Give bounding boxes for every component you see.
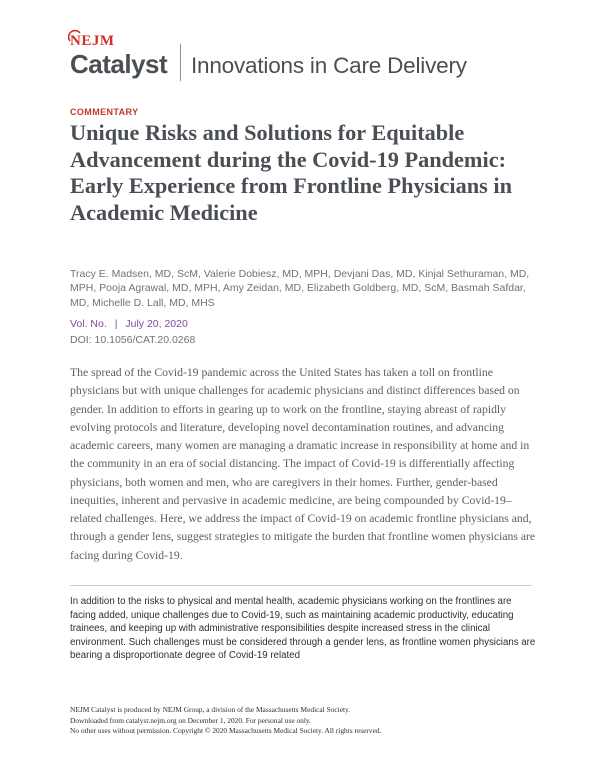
page-footer [70, 705, 540, 737]
abstract-text: The spread of the Covid-19 pandemic across the United States has taken a toll on frontline physicians but with unique challenges for academic physicians and distinct differences based on gender. In addition to efforts in gearing up to work on the frontline, staying abreast of rapidly evolving protocols and literature, developing novel decontamination routines, and advancing academic careers, many women are managing a dramatic increase in responsibility at home and in the community in an era of social distancing. The impact of Covid-19 is differentially affecting physicians, both women and men, who are caregivers in their homes. Further, gender-based inequities, inherent and pervasive in academic medicine, are being compounded by Covid-19–related challenges. Here, we address the impact of Covid-19 on academic frontline physicians and, through a gender lens, suggest strategies to mitigate the burden that frontline women physicians are facing during Covid-19. [70, 366, 536, 562]
journal-tagline: Innovations in Care Delivery [191, 53, 467, 78]
logo-catalyst-text: Catalyst [70, 49, 168, 79]
article-type-label: COMMENTARY [70, 107, 139, 117]
meta-separator: | [114, 318, 118, 330]
publication-meta [70, 318, 188, 330]
logo-nejm-text: NEJM [70, 33, 115, 49]
section-divider [70, 585, 532, 586]
nejm-catalyst-logo[interactable] [70, 33, 180, 81]
footer-line: No other uses without permission. Copyright © 2020 Massachusetts Medical Society. All rights reserved. [70, 726, 382, 735]
volume-label: Vol. No. [70, 318, 107, 330]
footer-line: NEJM Catalyst is produced by NEJM Group, a division of the Massachusetts Medical Society. [70, 705, 351, 714]
footer-line: Downloaded from catalyst.nejm.org on December 1, 2020. For personal use only. [70, 715, 311, 725]
publication-date: July 20, 2020 [125, 318, 188, 330]
logo-divider [180, 44, 181, 81]
author-list: Tracy E. Madsen, MD, ScM, Valerie Dobiesz, MD, MPH, Devjani Das, MD, Kinjal Sethuraman, MD, MPH, Pooja Agrawal, MD, MPH, Amy Zeidan, MD, Elizabeth Goldberg, MD, ScM, Basmah Safdar, MD, Michelle D. Lall, MD, MHS [70, 268, 530, 309]
body-paragraph: In addition to the risks to physical and mental health, academic physicians working on the frontlines are facing added, unique challenges due to Covid-19, such as maintaining academic productivity, educating trainees, and keeping up with administrative responsibilities despite increased stress in the clinical environment. Such challenges must be considered through a gender lens, as frontline women physicians are bearing a disproportionate degree of Covid-19 related [70, 596, 536, 662]
article-title: Unique Risks and Solutions for Equitable Advancement during the Covid-19 Pandemic: Early Experience from Frontline Physicians in Academic Medicine [70, 120, 512, 225]
doi-link[interactable]: DOI: 10.1056/CAT.20.0268 [70, 334, 196, 346]
